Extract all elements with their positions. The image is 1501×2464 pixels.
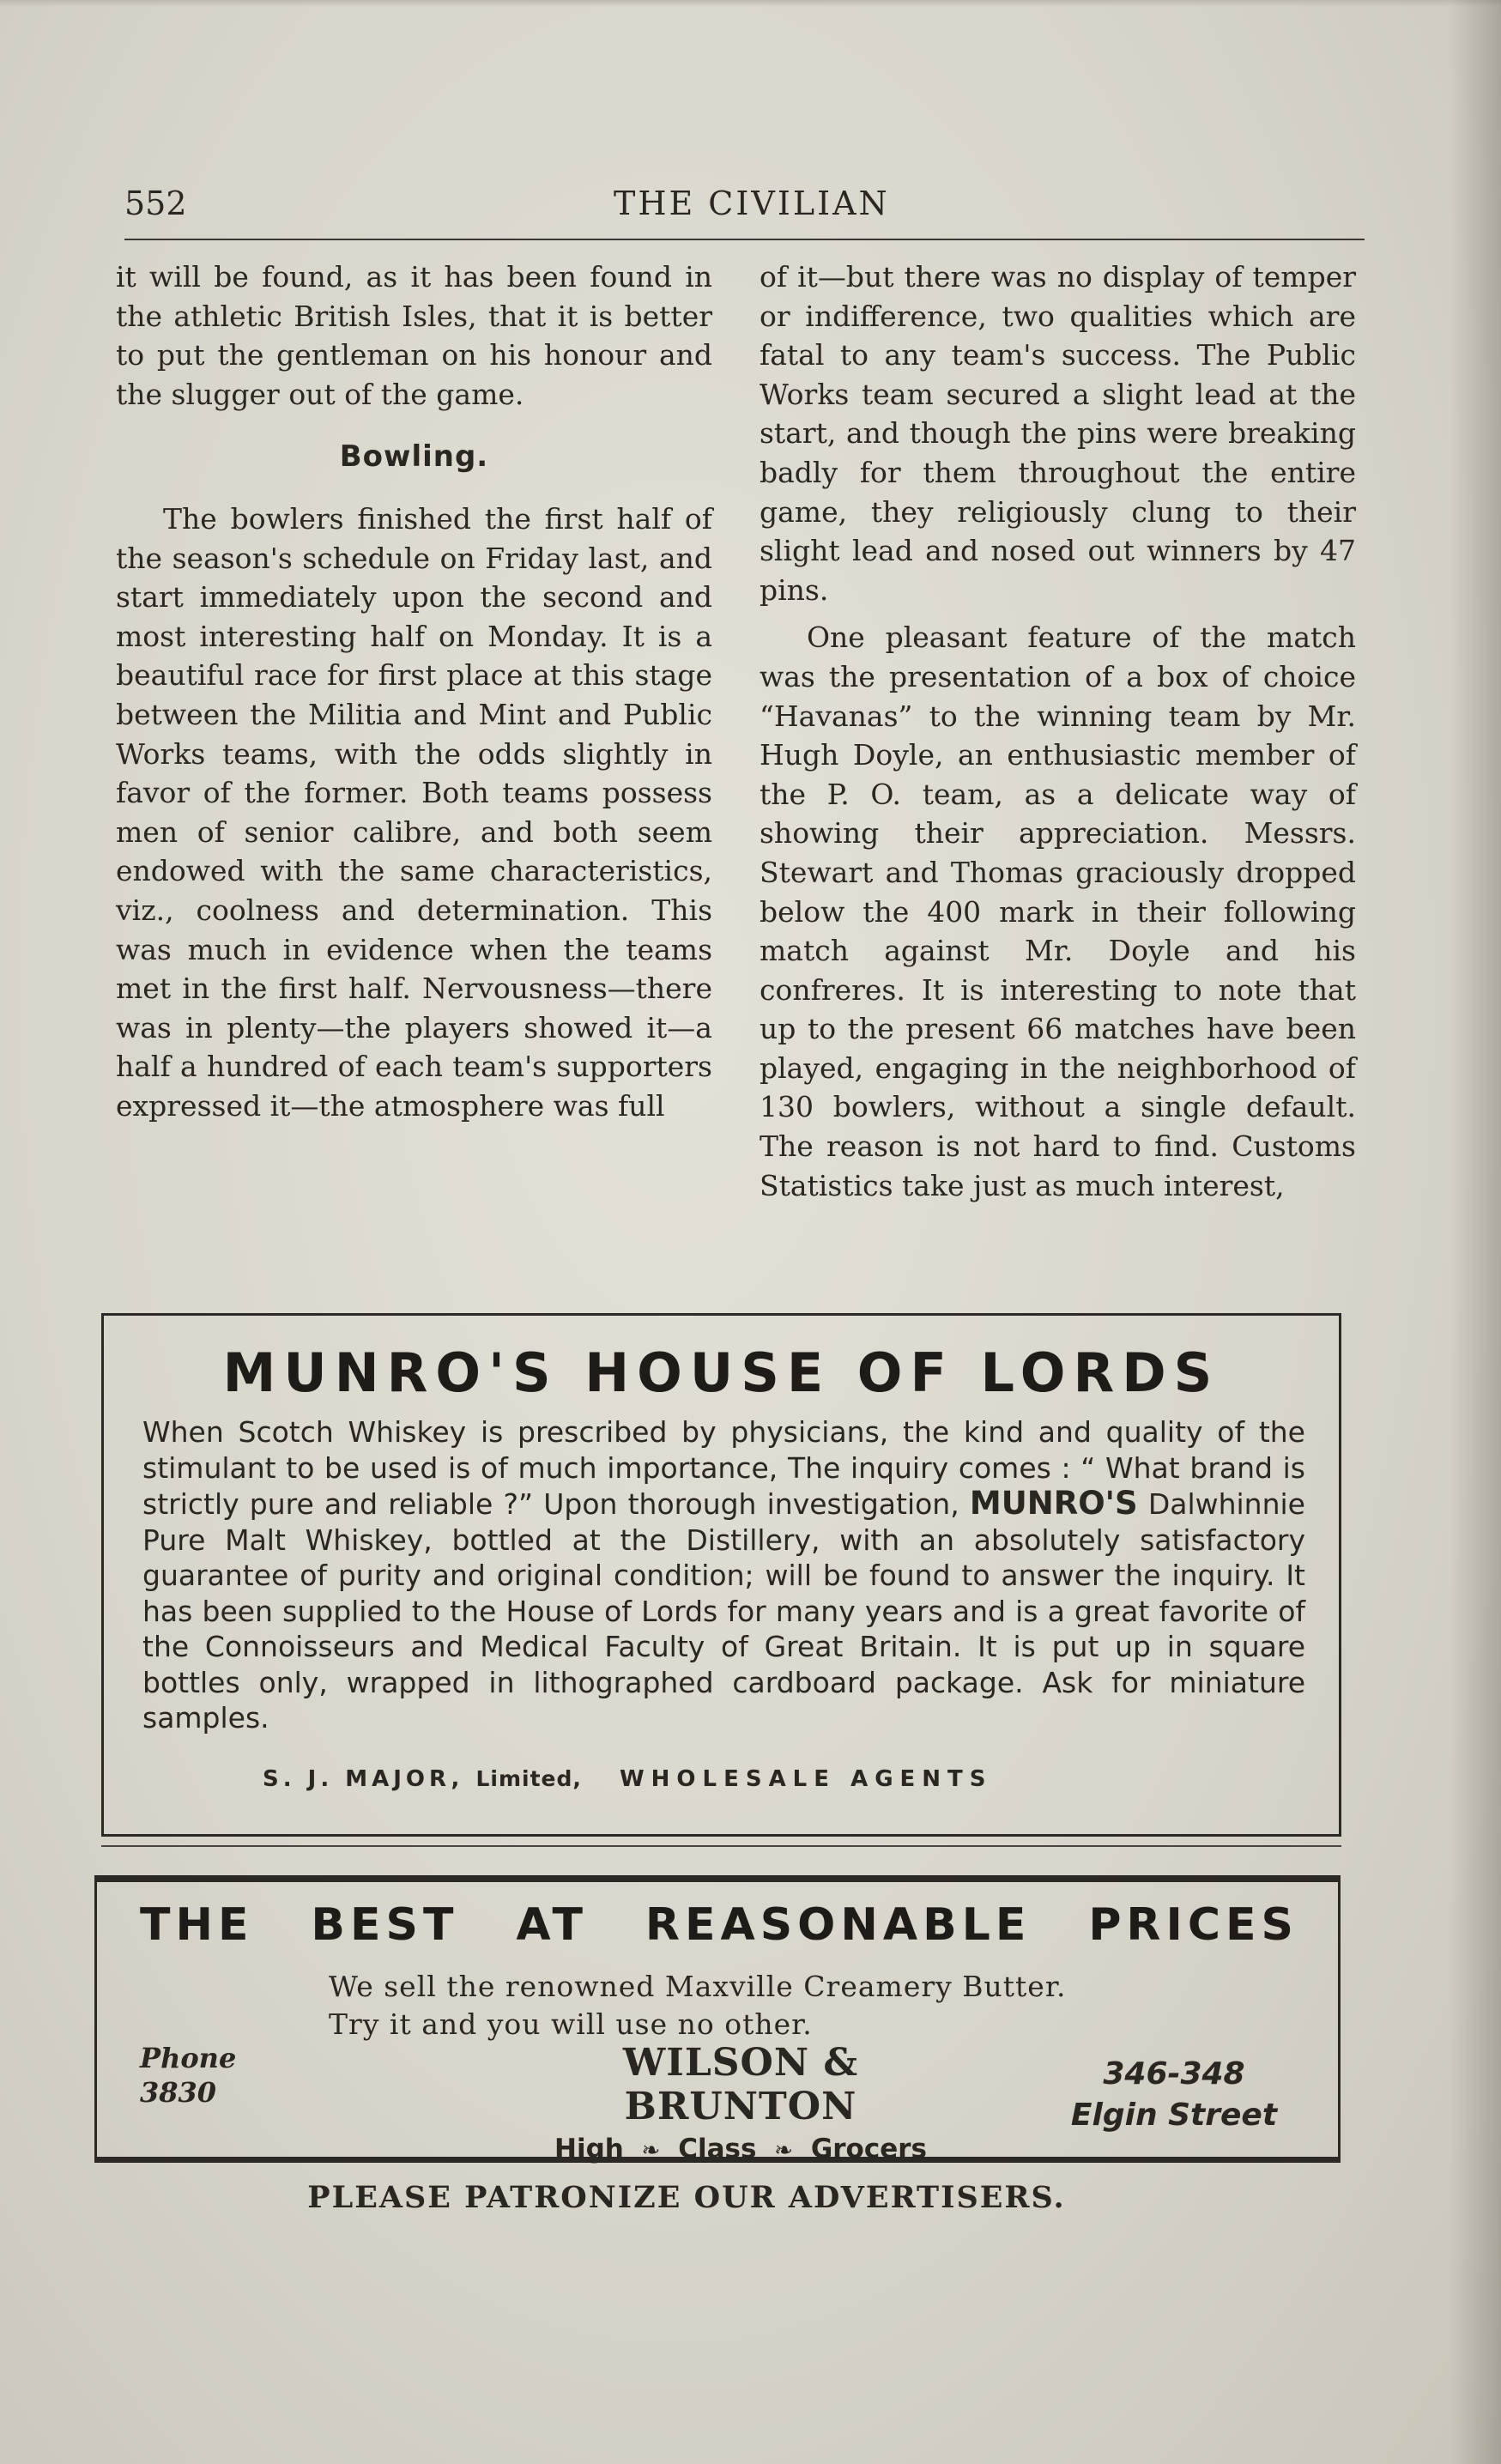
phone-block <box>140 2041 236 2110</box>
munro-ad-title: MUNRO'S HOUSE OF LORDS <box>222 1341 1220 1404</box>
address-street: Elgin Street <box>1070 2098 1278 2133</box>
company-name: WILSON & BRUNTON <box>622 2041 859 2128</box>
wilson-ad-title <box>140 1899 1298 1951</box>
ad-title-word: BEST <box>311 1899 459 1951</box>
agent-suffix: Limited, <box>475 1766 582 1791</box>
ad-title-word: PRICES <box>1088 1899 1298 1951</box>
tag-word: Grocers <box>810 2134 927 2164</box>
ad-title-word: THE <box>140 1899 254 1951</box>
wilson-ad-line-2: Try it and you will use no other. <box>329 2007 813 2041</box>
page-spine-shadow <box>1450 0 1501 2464</box>
agent-role: WHOLESALE AGENTS <box>619 1766 993 1792</box>
left-intro-paragraph: it will be found, as it has been found in the athletic British Isles, that it is better to put the gentleman on his honour and the slugger out of the game. <box>116 260 712 411</box>
ad-title-word: AT <box>516 1899 589 1951</box>
left-column <box>116 257 712 1125</box>
munro-ad-body-start: When Scotch Whiskey is prescribed by physicians, the kind and quality of the stimulant to be used is of much importance, The inquiry comes : “ What brand is strictly pure and reliable ?” Upon thorough investigation, <box>142 1415 1305 1521</box>
tag-word: High <box>554 2134 624 2164</box>
tag-word: Class <box>678 2134 757 2164</box>
wilson-ad-subtext <box>329 1968 1066 2043</box>
footer-notice: PLEASE PATRONIZE OUR ADVERTISERS. <box>307 2180 1066 2215</box>
right-paragraph-2: One pleasant feature of the match was the presentation of a box of choice “Havanas” to the winning team by Mr. Hugh Doyle, an enthusiastic member of the P. O. team, as a delicate way of showing their appreciation. Messrs. Stewart and Thomas graciously dropped below the 400 mark in their following match against Mr. Doyle and his confreres. It is interesting to note that up to the present 66 matches have been played, engaging in the neighborhood of 130 bowlers, without a single default. The reason is not hard to find. Customs Statistics take just as much interest, <box>760 621 1356 1202</box>
company-tagline <box>500 2134 981 2164</box>
munro-brand-name: MUNRO'S <box>969 1485 1138 1522</box>
address-number: 346-348 <box>1103 2056 1245 2092</box>
page-top-edge <box>0 0 1501 7</box>
agent-name: S. J. MAJOR, <box>263 1766 464 1792</box>
section-heading-bowling: Bowling. <box>339 439 489 475</box>
page-header <box>124 185 1369 227</box>
fleuron-icon: ❧ <box>641 2138 661 2164</box>
company-block <box>500 2041 981 2164</box>
running-title: THE CIVILIAN <box>614 185 890 222</box>
wilson-brunton-advertisement <box>94 1875 1341 2163</box>
bowling-paragraph: The bowlers finished the first half of the season's schedule on Friday last, and start immediately upon the second and most interesting half on Monday. It is a beautiful race for first place at this stage between the Militia and Mint and Public Works teams, with the odds slightly in favor of the former. Both teams possess men of senior calibre, and both seem endowed with the same characteristics, viz., coolness and determination. This was much in evidence when the teams met in the first half. Nervousness—there was in plenty—the players showed it—a half a hundred of each team's supporters expressed it—the atmosphere was full <box>116 501 712 1123</box>
fleuron-icon: ❧ <box>774 2138 794 2164</box>
wilson-ad-line-1: We sell the renowned Maxville Creamery Butter. <box>329 1970 1067 2003</box>
paragraph-gap <box>760 609 1356 618</box>
phone-number: 3830 <box>140 2076 217 2109</box>
header-rule <box>124 239 1365 240</box>
munro-ad-body-end: Dalwhinnie Pure Malt Whiskey, bottled at the Distillery, with an absolutely satisfactory guarantee of purity and original condition; will be found to answer the inquiry. It has been supplied to the House of Lords for many years and is a great favorite of the Connoisseurs and Medical Faculty of Great Britain. It is put up in square bottles only, wrapped in lithographed cardboard package. Ask for miniature samples. <box>142 1487 1305 1734</box>
address-block <box>1050 2054 1298 2136</box>
munro-ad-body <box>142 1414 1305 1736</box>
munro-ad-agent-line <box>263 1766 993 1792</box>
munro-advertisement <box>101 1313 1341 1837</box>
page-number: 552 <box>124 185 187 222</box>
ad-separator-rule <box>101 1845 1341 1847</box>
right-paragraph-1: of it—but there was no display of temper or indifference, two qualities which are fatal to any team's success. The Public Works team secured a slight lead at the start, and though the pins were breaking badly for them throughout the entire game, they religiously clung to their slight lead and nosed out winners by 47 pins. <box>760 260 1356 607</box>
ad-title-word: REASONABLE <box>645 1899 1032 1951</box>
phone-label: Phone <box>140 2042 237 2074</box>
right-column <box>760 257 1356 1205</box>
